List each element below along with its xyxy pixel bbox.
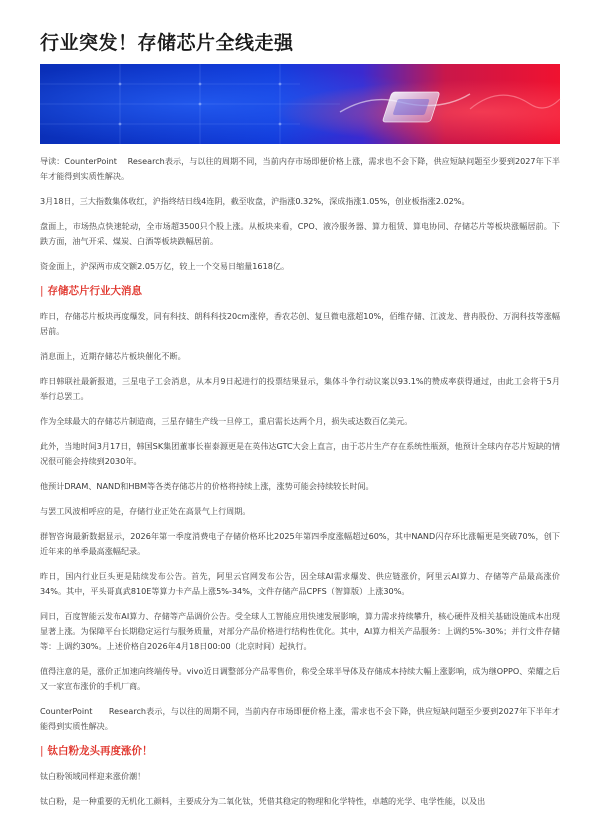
body-paragraph: CounterPoint Research表示，与以往的周期不同，当前内存市场即便价格上涨，需求也不会下降，供应短缺问题至少要到2027年下半年才能得到实质性解决。 [40, 706, 560, 731]
body-paragraph: 昨日，国内行业巨头更是陆续发布公告。首先，阿里云官网发布公告，因全球AI需求爆发、供应链涨价，阿里云AI算力、存储等产品最高涨价34%。其中，平头哥真武810E等算力卡产品上涨5%-34%，文件存储产品CPFS（智算版）上涨30%。 [40, 571, 560, 596]
body-paragraph: 昨日，存储芯片板块再度爆发，同有科技、朗科科技20cm涨停，香农芯创、复旦微电涨超10%，佰维存储、江波龙、普冉股份、万润科技等涨幅居前。 [40, 311, 560, 336]
body-paragraph: 值得注意的是，涨价正加速向终端传导。vivo近日调整部分产品零售价，称受全球半导体及存储成本持续大幅上涨影响，成为继OPPO、荣耀之后又一家宣布涨价的手机厂商。 [40, 666, 560, 691]
body-paragraph: 昨日韩联社最新报道，三星电子工会消息，从本月9日起进行的投票结果显示，集体斗争行动议案以93.1%的赞成率获得通过，由此工会将于5月举行总罢工。 [40, 376, 560, 401]
body-paragraph: 钛白粉，是一种重要的无机化工颜料，主要成分为二氧化钛，凭借其稳定的物理和化学特性，卓越的光学、电学性能，以及出 [40, 796, 486, 806]
body-paragraph: 他预计DRAM、NAND和HBM等各类存储芯片的价格将持续上涨，涨势可能会持续较长时间。 [40, 481, 374, 491]
section-heading-text: 钛白粉龙头再度涨价！ [47, 745, 153, 757]
section-heading-bar: | [40, 745, 44, 757]
section-heading-bar: | [40, 285, 44, 297]
banner-graphic [40, 64, 560, 144]
body-paragraph: 群智咨询最新数据显示，2026年第一季度消费电子存储价格环比2025年第四季度涨幅超过60%，其中NAND闪存环比涨幅更是突破70%，创下近年来的单季最高涨幅纪录。 [40, 531, 560, 556]
section-heading [40, 284, 560, 299]
body-paragraph: 盘面上，市场热点快速轮动，全市场超3500只个股上涨。从板块来看，CPO、液冷服务器、算力租赁、算电协同、存储芯片等板块涨幅居前。下跌方面，油气开采、煤炭、白酒等板块跌幅居前。 [40, 221, 560, 246]
article-body [40, 154, 560, 819]
body-paragraph: 3月18日，三大指数集体收红，沪指终结日线4连阴，截至收盘，沪指涨0.32%，深成指涨1.05%，创业板指涨2.02%。 [40, 196, 470, 206]
body-paragraph: 作为全球最大的存储芯片制造商，三星存储生产线一旦停工，重启需长达两个月，损失或达数百亿美元。 [40, 416, 413, 426]
body-paragraph: 同日，百度智能云发布AI算力、存储等产品调价公告。受全球人工智能应用快速发展影响，算力需求持续攀升，核心硬件及相关基础设施成本出现显著上涨。为保障平台长期稳定运行与服务质量，对部分产品价格进行结构性优化。其中，AI算力相关产品服务：上调约5%-30%；并行文件存储等：上调约30%。上述价格自2026年4月18日00:00（北京时间）起执行。 [40, 611, 560, 651]
article-banner-image [40, 64, 560, 144]
section-heading-text: 存储芯片行业大消息 [47, 285, 143, 297]
article-title: 行业突发！存储芯片全线走强 [40, 32, 294, 54]
body-paragraph: 此外，当地时间3月17日，韩国SK集团董事长崔泰源更是在英伟达GTC大会上直言，由于芯片生产存在系统性瓶颈，他预计全球内存芯片短缺的情况很可能会持续到2030年。 [40, 441, 560, 466]
body-paragraph: 钛白粉领域同样迎来涨价潮！ [40, 771, 146, 781]
body-paragraph: 导读：CounterPoint Research表示，与以往的周期不同，当前内存市场即便价格上涨，需求也不会下降，供应短缺问题至少要到2027年下半年才能得到实质性解决。 [40, 156, 560, 181]
body-paragraph: 资金面上，沪深两市成交额2.05万亿，较上一个交易日缩量1618亿。 [40, 261, 290, 271]
section-heading [40, 744, 560, 759]
body-paragraph: 与罢工风波相呼应的是，存储行业正处在高景气上行周期。 [40, 506, 251, 516]
body-paragraph: 消息面上，近期存储芯片板块催化不断。 [40, 351, 186, 361]
